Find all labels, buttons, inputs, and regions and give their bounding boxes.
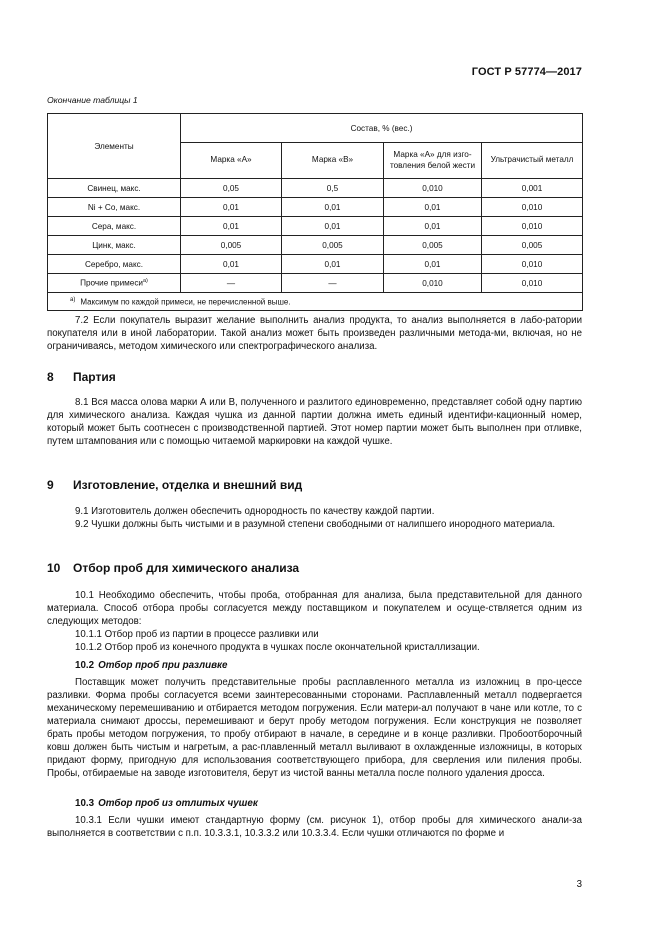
cell-value: 0,5	[282, 179, 384, 198]
paragraph-text: Поставщик может получить представительные пробы расплавленного металла из изложниц в про-цессе разливки. Форма пробы согласуется всеми заинтересованными сторонами. Расплавленный металл подвергается механическому перемешиванию и отбирается методом погружения. Если матери-ал получают в чане или котле, то с материала снимают дроссы, перемешивают и берут пробу методом погружения. Если конструкция не позволяет брать пробы методом погружения, то пробу отбирают в начале, в середине и в конце разливки. Пробоотборочный ковш должен быть чистым и нагретым, а рас-плавленный металл выливают в охлажденные изложницы, в которых придают форму, пригодную для использования соответствующего прибора, для сверления или пиления пробы. Пробы, отбираемые на заводе изготовителя, берут из чистой ванны металла после полного удаления дросса.	[47, 677, 582, 779]
cell-value: 0,005	[181, 236, 282, 255]
cell-value: 0,010	[384, 274, 482, 293]
cell-value: 0,05	[181, 179, 282, 198]
section-title: Изготовление, отделка и внешний вид	[73, 478, 303, 492]
paragraph-10-3-1	[47, 814, 582, 840]
header-composition: Состав, % (вес.)	[181, 114, 583, 143]
table-row	[48, 274, 583, 293]
paragraph-9-1: 9.1 Изготовитель должен обеспечить однородность по качеству каждой партии.	[75, 506, 435, 517]
header-grade-a: Марка «А»	[181, 143, 282, 179]
paragraph-text: 7.2 Если покупатель выразит желание выполнить анализ продукта, то анализ выполняется в лабо-ратории покупателя или в иной лаборатории. Такой анализ может быть произведен различными метода-ми, включая, но не ограничиваясь, методом химического или спектрографического анализа.	[47, 315, 582, 352]
table-row	[48, 236, 583, 255]
cell-value: 0,01	[282, 198, 384, 217]
page-number: 3	[576, 879, 582, 890]
row-name: Цинк, макс.	[48, 236, 181, 255]
cell-value: 0,005	[384, 236, 482, 255]
cell-value: 0,010	[482, 217, 583, 236]
header-ultrapure: Ультрачистый металл	[482, 143, 583, 179]
paragraph-10-1: 10.1 Необходимо обеспечить, чтобы проба, отобранная для анализа, была представительной для данного материала. Способ отбора пробы согласуется между поставщиком и покупателем и осуще-ствляется одним из следующих методов:	[47, 590, 582, 627]
cell-value: 0,01	[282, 255, 384, 274]
composition-table	[47, 113, 583, 311]
paragraph-10-2	[47, 676, 582, 780]
paragraph-10-1-1: 10.1.1 Отбор проб из партии в процессе разливки или	[75, 629, 319, 640]
cell-value: 0,01	[181, 217, 282, 236]
section-10-1	[47, 589, 582, 654]
section-number: 8	[47, 370, 54, 384]
cell-value: 0,001	[482, 179, 583, 198]
standard-number: ГОСТ Р 57774—2017	[471, 66, 582, 78]
row-name-text: Прочие примеси	[80, 278, 143, 288]
table-row	[48, 217, 583, 236]
cell-value: 0,010	[482, 198, 583, 217]
cell-value: 0,01	[181, 255, 282, 274]
section-9-heading	[47, 478, 302, 492]
section-title: Партия	[73, 370, 116, 384]
table-row	[48, 255, 583, 274]
section-number: 9	[47, 478, 54, 492]
cell-value: 0,010	[482, 274, 583, 293]
paragraph-text: 10.3.1 Если чушки имеют стандартную форму (см. рисунок 1), отбор пробы для химического анали-за выполняется в соответствии с п.п. 10.3.3.1, 10.3.3.2 или 10.3.3.4. Если чушки отличаются по форме и	[47, 815, 582, 839]
cell-value: 0,005	[282, 236, 384, 255]
section-8-heading	[47, 370, 116, 384]
paragraph-text: 8.1 Вся масса олова марки А или В, полученного и разлитого единовременно, представляет собой одну партию для химического анализа. Каждая чушка из данной партии должна иметь единый идентифи-кационный номер, который может быть соотнесен с производственной партией. Этот номер партии может быть выполнен при отливке, путем штампования или с помощью читаемой маркировки на каждой чушке.	[47, 397, 582, 447]
row-name: Свинец, макс.	[48, 179, 181, 198]
cell-value: 0,01	[181, 198, 282, 217]
subsection-10-2-heading	[75, 660, 227, 671]
header-grade-b: Марка «В»	[282, 143, 384, 179]
row-name: Серебро, макс.	[48, 255, 181, 274]
section-title: Отбор проб для химического анализа	[73, 561, 300, 575]
header-elements: Элементы	[48, 114, 181, 179]
footnote-mark: а)	[70, 296, 76, 303]
section-9-body	[47, 505, 582, 531]
table-footnote	[48, 293, 583, 311]
section-number: 10	[47, 561, 61, 575]
row-name: Сера, макс.	[48, 217, 181, 236]
subsection-title: Отбор проб из отлитых чушек	[98, 798, 258, 809]
table-footnote-row	[48, 293, 583, 311]
footnote-text: Максимум по каждой примеси, не перечисленной выше.	[80, 297, 291, 307]
cell-value: 0,01	[384, 255, 482, 274]
table-row	[48, 198, 583, 217]
cell-value: —	[181, 274, 282, 293]
header-grade-a-tinplate: Марка «А» для изго-товления белой жести	[384, 143, 482, 179]
cell-value: 0,005	[482, 236, 583, 255]
subsection-title: Отбор проб при разливке	[98, 660, 228, 671]
cell-value: 0,010	[482, 255, 583, 274]
paragraph-9-2: 9.2 Чушки должны быть чистыми и в разумной степени свободными от налипшего инородного материала.	[75, 519, 556, 530]
row-name	[48, 274, 181, 293]
cell-value: 0,01	[384, 198, 482, 217]
cell-value: —	[282, 274, 384, 293]
footnote-ref: а)	[143, 278, 148, 285]
table-caption: Окончание таблицы 1	[47, 95, 138, 105]
paragraph-8-1	[47, 396, 582, 448]
table-row	[48, 179, 583, 198]
subsection-number: 10.3	[75, 798, 95, 809]
cell-value: 0,010	[384, 179, 482, 198]
section-10-heading	[47, 561, 299, 575]
cell-value: 0,01	[384, 217, 482, 236]
row-name: Ni + Co, макс.	[48, 198, 181, 217]
cell-value: 0,01	[282, 217, 384, 236]
subsection-10-3-heading	[75, 798, 258, 809]
paragraph-7-2	[47, 314, 582, 353]
paragraph-10-1-2: 10.1.2 Отбор проб из конечного продукта в чушках после окончательной кристаллизации.	[75, 642, 480, 653]
subsection-number: 10.2	[75, 660, 95, 671]
